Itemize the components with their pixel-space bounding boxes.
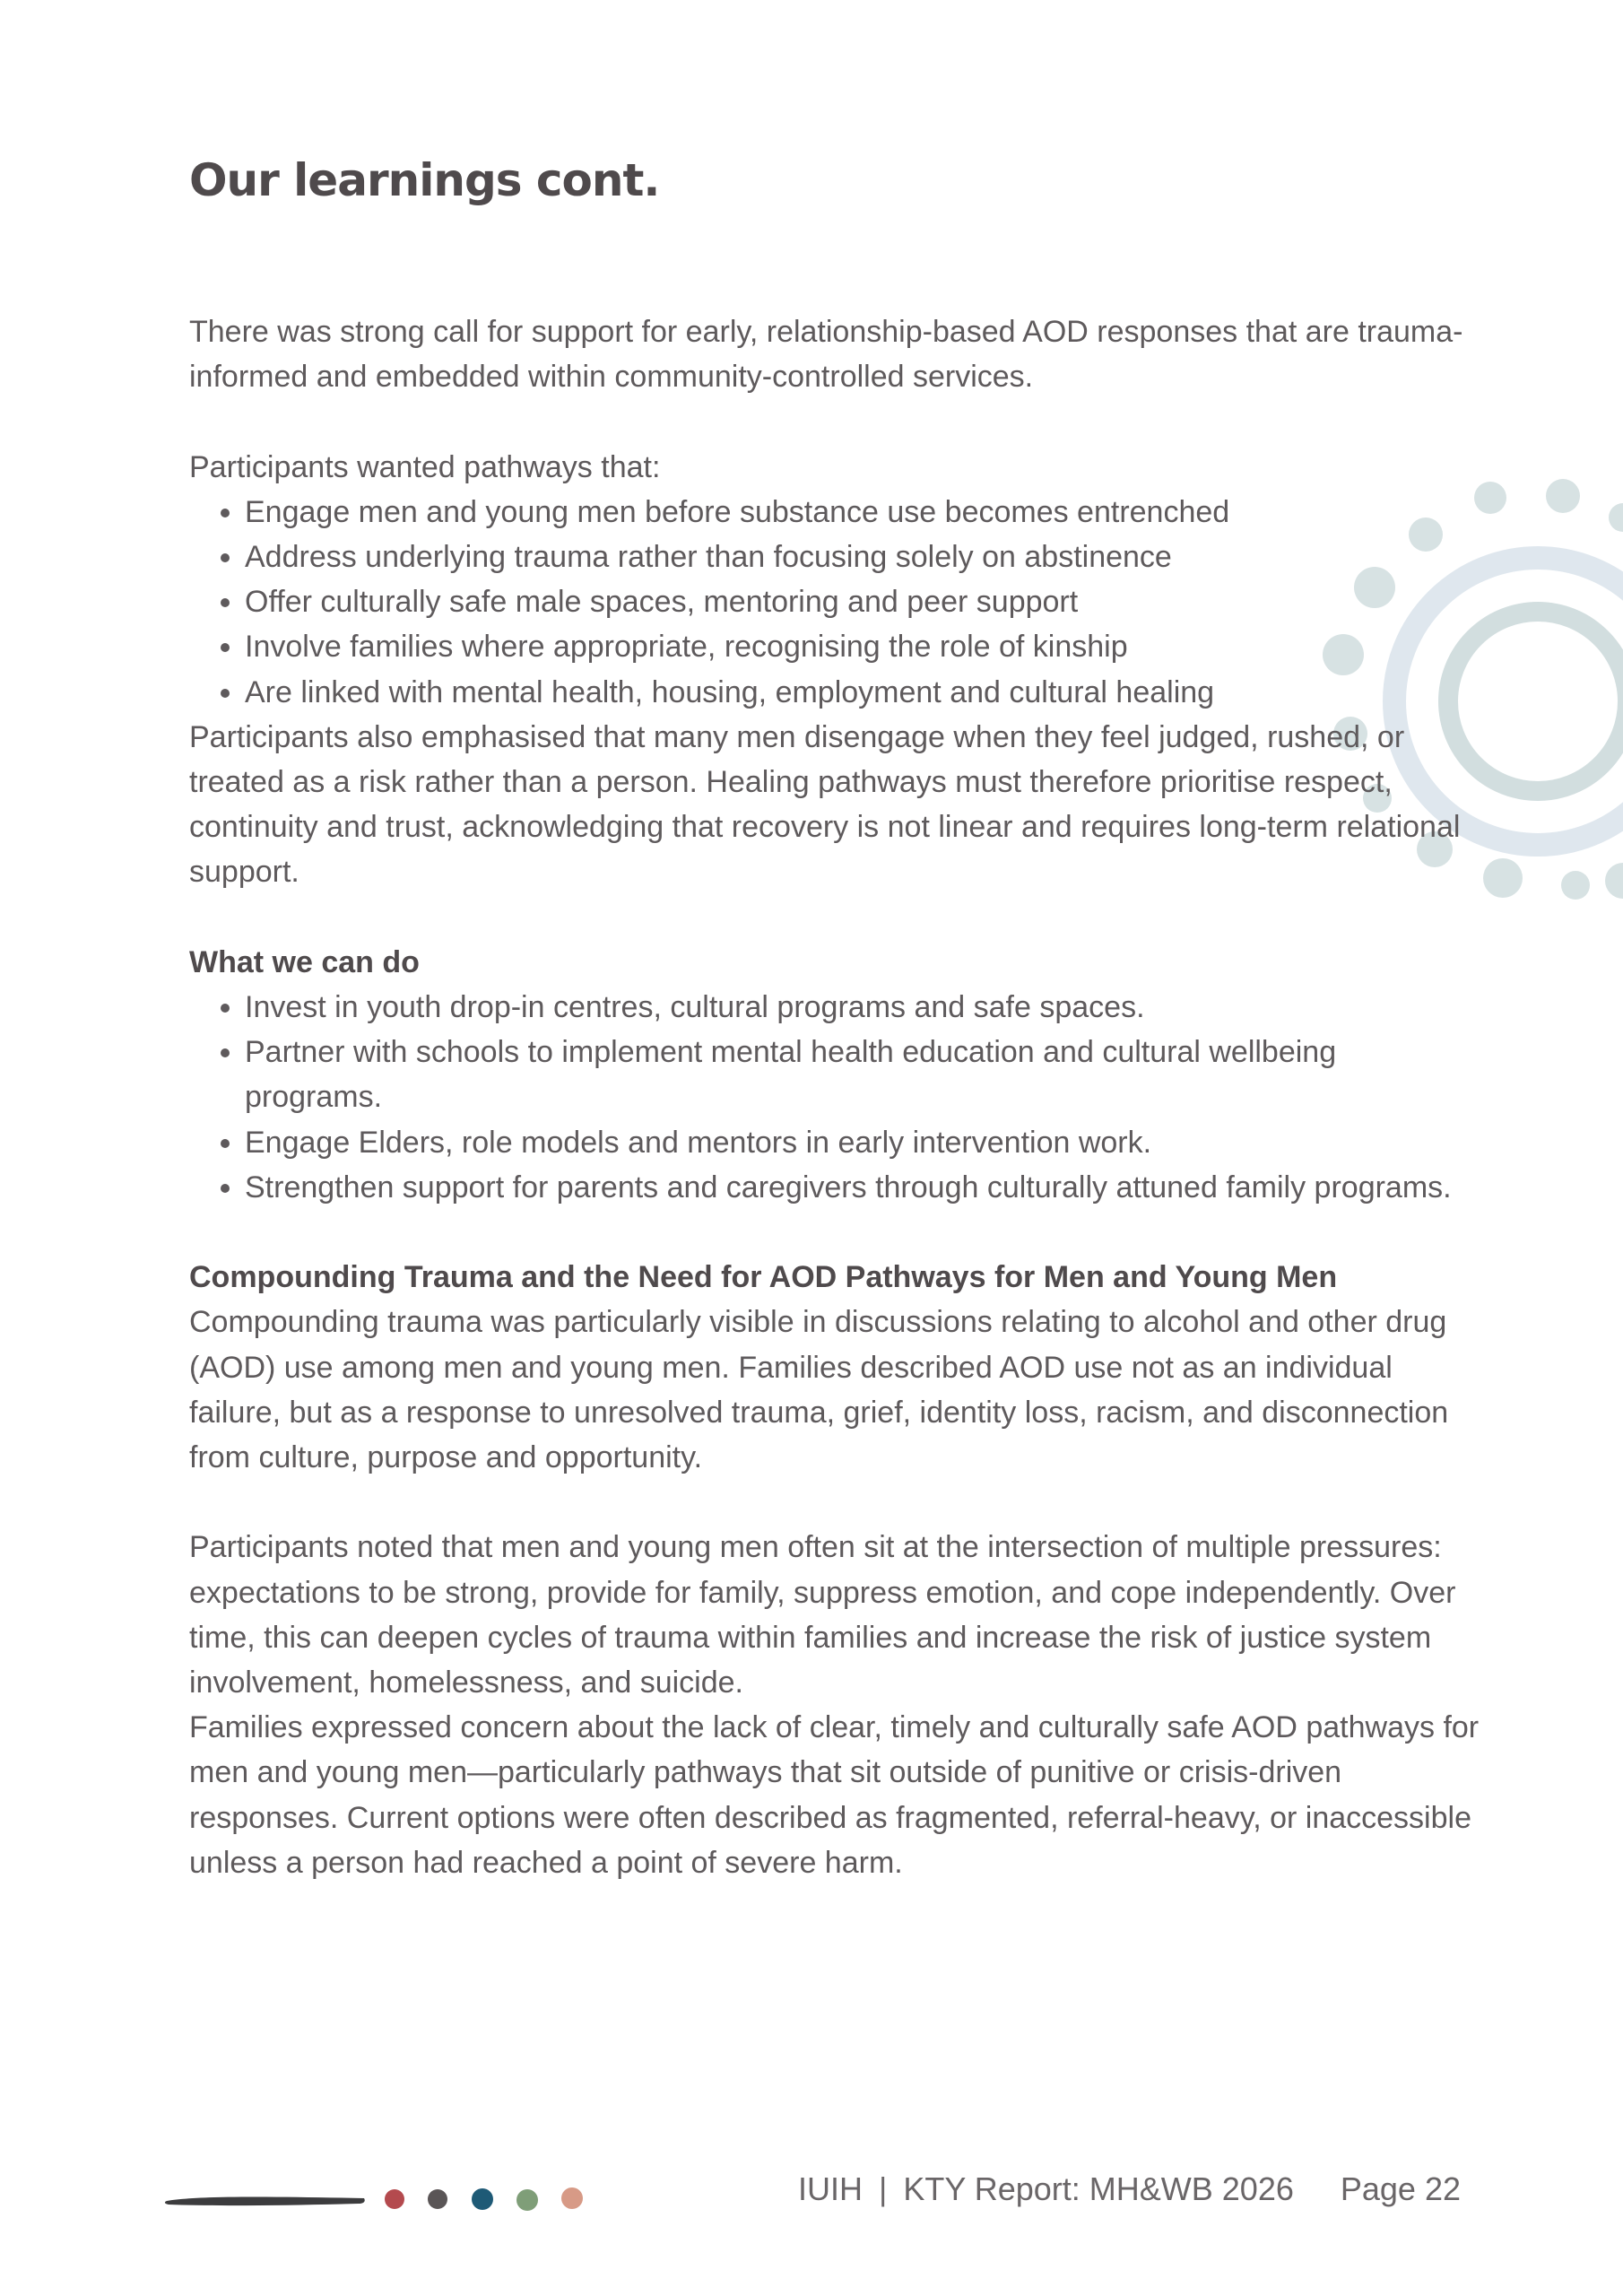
footer-color-dots: [377, 2181, 592, 2217]
footer-report-title: KTY Report: MH&WB 2026: [903, 2170, 1294, 2207]
list-item: • Engage Elders, role models and mentors in early intervention work.: [245, 1120, 1480, 1165]
page-number: Page 22: [1340, 2170, 1461, 2207]
list-item: • Partner with schools to implement mental health education and cultural wellbeing programs.: [245, 1030, 1480, 1119]
list-item: • Offer culturally safe male spaces, mentoring and peer support: [245, 579, 1480, 624]
actions-list: [189, 985, 1480, 1210]
page-title: Our learnings cont.: [189, 154, 660, 206]
footer-separator: |: [879, 2170, 888, 2207]
compounding-paragraph-1: Compounding trauma was particularly visible in discussions relating to alcohol and other drug (AOD) use among men and young men. Families described AOD use not as an individual failure, but as a response to unresolved trauma, grief, identity loss, racism, and disconnection from culture, purpose and opportunity.: [189, 1305, 1449, 1475]
list-item: • Engage men and young men before substance use becomes entrenched: [245, 490, 1480, 535]
brush-stroke-decoration: [163, 2193, 368, 2207]
pathways-list: [189, 490, 1480, 715]
compounding-paragraph-3: Families expressed concern about the lack of clear, timely and culturally safe AOD pathways for men and young men—particularly pathways that sit outside of punitive or crisis-driven responses. Current options were often described as fragmented, referral-heavy, or inaccessible unless a person had reached a point of severe harm.: [189, 1710, 1480, 1880]
list-item: • Strengthen support for parents and caregivers through culturally attuned family programs.: [245, 1165, 1480, 1210]
pathways-lead: Participants wanted pathways that:: [189, 449, 661, 484]
list-item: • Are linked with mental health, housing, employment and cultural healing: [245, 670, 1480, 715]
what-we-can-do-heading: What we can do: [189, 944, 420, 979]
intro-paragraph: There was strong call for support for early, relationship-based AOD responses that are trauma-informed and embedded within community-controlled services.: [189, 315, 1463, 395]
compounding-trauma-heading: Compounding Trauma and the Need for AOD Pathways for Men and Young Men: [189, 1260, 1338, 1295]
list-item: • Address underlying trauma rather than focusing solely on abstinence: [245, 535, 1480, 579]
list-item: • Involve families where appropriate, recognising the role of kinship: [245, 624, 1480, 669]
emphasis-paragraph: Participants also emphasised that many men disengage when they feel judged, rushed, or treated as a risk rather than a person. Healing pathways must therefore prioritise respect, continuity and trust, acknowledging that recovery is not linear and requires long-term relational support.: [189, 719, 1461, 890]
footer-text: [798, 2170, 1461, 2208]
list-item: • Invest in youth drop-in centres, cultural programs and safe spaces.: [245, 985, 1480, 1030]
compounding-paragraph-2: Participants noted that men and young men often sit at the intersection of multiple pressures: expectations to be strong, provide for family, suppress emotion, and cope independently. Over time, this can deepen cycles of trauma within families and increase the risk of justice system involvement, homelessness, and suicide.: [189, 1530, 1456, 1700]
footer-org: IUIH: [798, 2170, 864, 2207]
body-content: [189, 309, 1480, 1885]
